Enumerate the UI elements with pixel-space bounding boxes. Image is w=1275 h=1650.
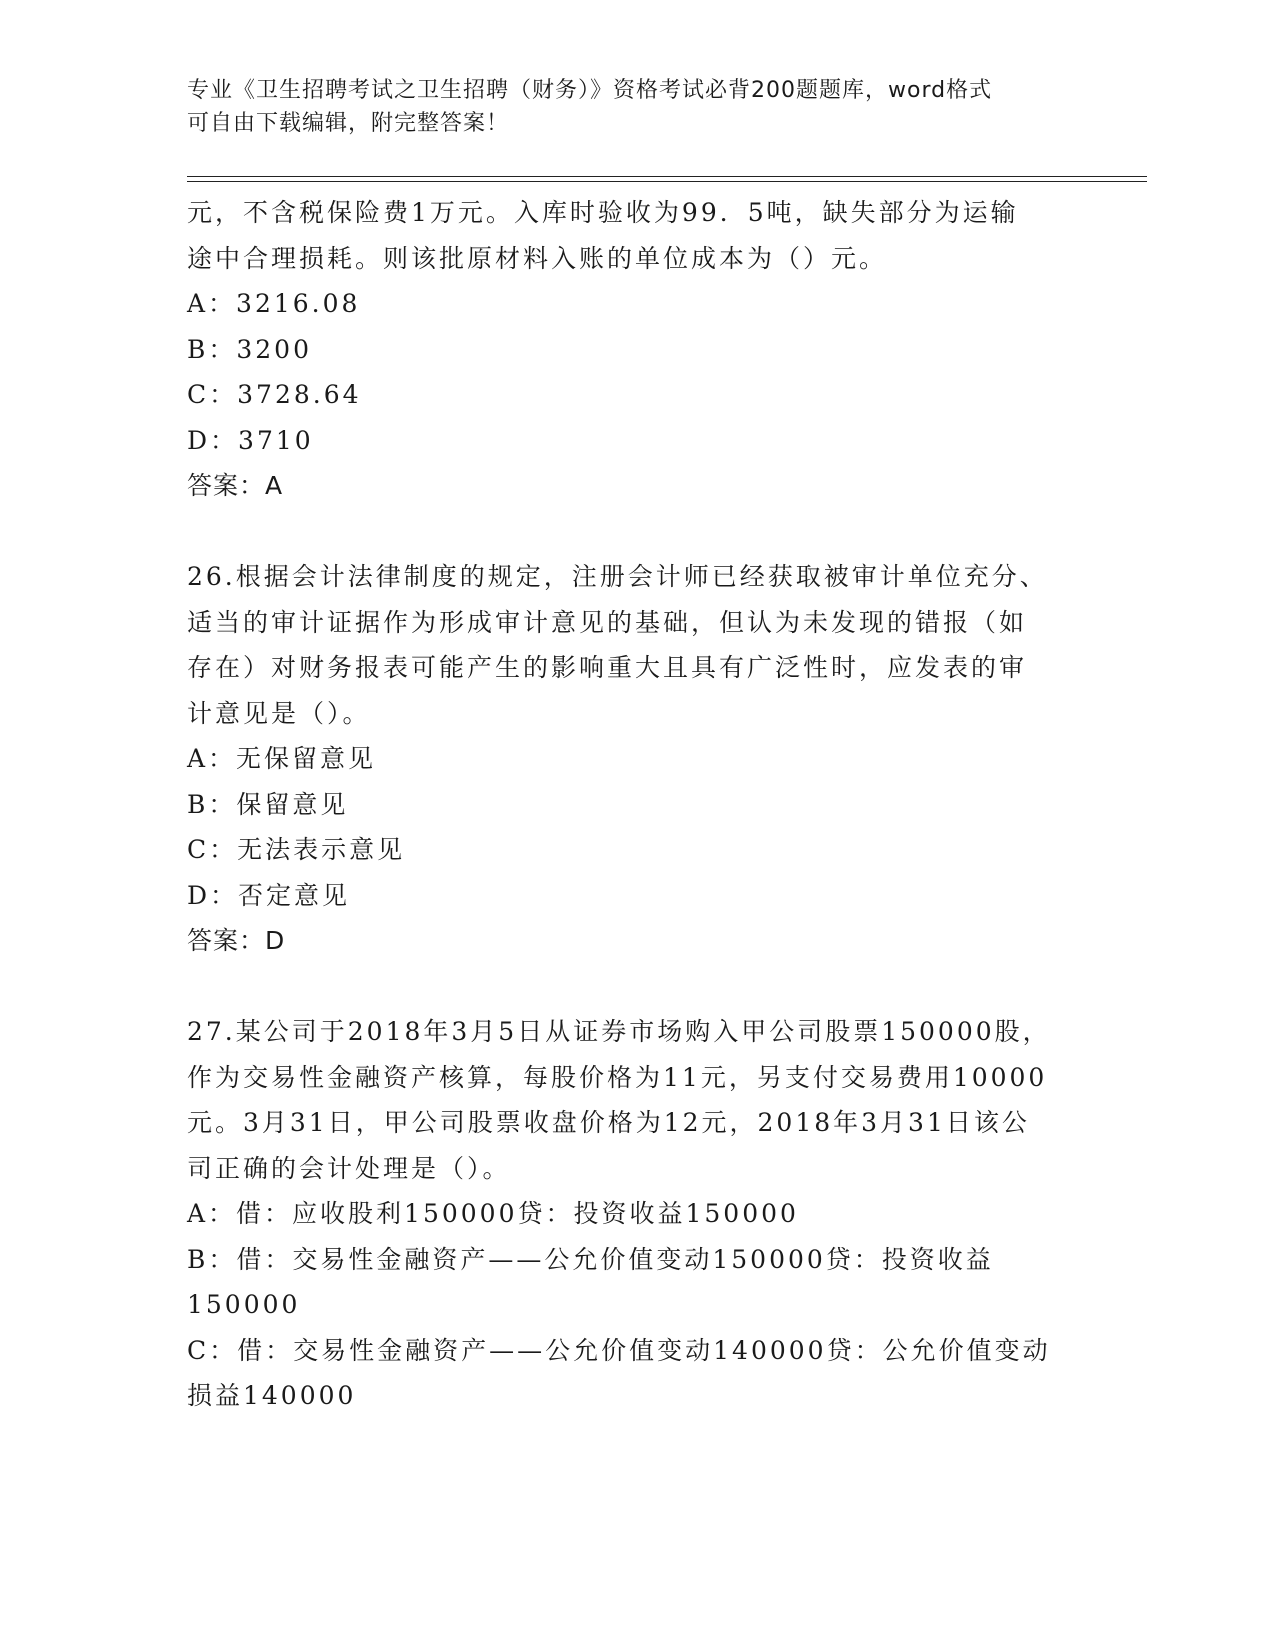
question-27 [187, 1009, 1067, 1419]
header-divider [187, 176, 1147, 182]
question-text-line: 途中合理损耗。则该批原材料入账的单位成本为（）元。 [187, 243, 888, 273]
question-26 [187, 554, 1067, 964]
answer-line: 答案：A [187, 471, 284, 500]
option-c: C：3728.64 [187, 380, 362, 409]
option-b: B：借：交易性金融资产——公允价值变动150000贷：投资收益 [187, 1244, 994, 1274]
question-text-line: 元。3月31日，甲公司股票收盘价格为12元，2018年3月31日该公 [187, 1108, 1030, 1137]
option-c: C：无法表示意见 [187, 835, 406, 864]
document-body [187, 190, 1067, 1419]
question-text-line: 元，不含税保险费1万元。入库时验收为99．5吨，缺失部分为运输 [187, 198, 1019, 227]
option-d: D：否定意见 [187, 880, 351, 910]
question-text-line: 存在）对财务报表可能产生的影响重大且具有广泛性时，应发表的审 [187, 653, 1028, 682]
question-text-line: 作为交易性金融资产核算，每股价格为11元，另支付交易费用10000 [187, 1062, 1048, 1092]
question-text-line: 计意见是（）。 [187, 698, 371, 728]
question-25-continued [187, 190, 1067, 509]
question-spacer [187, 509, 1067, 555]
option-b: B：3200 [187, 334, 312, 364]
page-header [187, 74, 1067, 140]
option-c: C：借：交易性金融资产——公允价值变动140000贷：公允价值变动 [187, 1335, 1051, 1365]
option-b: B：保留意见 [187, 789, 349, 819]
header-title-line1: 专业《卫生招聘考试之卫生招聘（财务）》资格考试必背200题题库，word格式 [187, 78, 993, 103]
option-a: A：借：应收股利150000贷：投资收益150000 [187, 1199, 799, 1228]
option-a: A：3216.08 [187, 289, 361, 318]
question-text-line: 司正确的会计处理是（）。 [187, 1153, 511, 1183]
question-text-line: 27.某公司于2018年3月5日从证券市场购入甲公司股票150000股， [187, 1017, 1051, 1046]
option-a: A：无保留意见 [187, 744, 377, 773]
option-c-continued: 损益140000 [187, 1381, 357, 1410]
option-d: D：3710 [187, 425, 314, 455]
option-b-continued: 150000 [187, 1290, 301, 1319]
question-text-line: 26.根据会计法律制度的规定，注册会计师已经获取被审计单位充分、 [187, 562, 1048, 591]
answer-line: 答案：D [187, 926, 286, 955]
question-text-line: 适当的审计证据作为形成审计意见的基础，但认为未发现的错报（如 [187, 607, 1028, 637]
header-title-line2: 可自由下载编辑，附完整答案！ [187, 111, 510, 136]
question-spacer [187, 964, 1067, 1010]
